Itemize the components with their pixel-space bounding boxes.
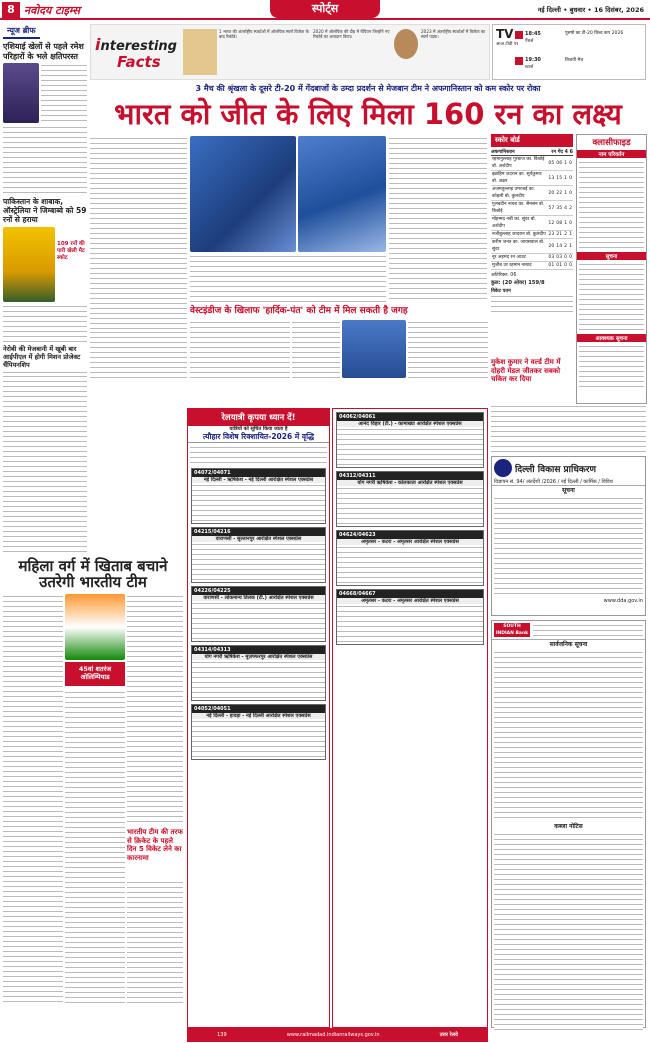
train-timetable — [191, 704, 326, 760]
tv-sub: आज टीवी पर — [496, 42, 519, 47]
batter-name: मोहम्मद नबी का. सुंदर बो. अर्शदीप — [491, 216, 547, 231]
dda-title: दिल्ली विकास प्राधिकरण — [515, 464, 596, 475]
train-schedule — [192, 542, 325, 582]
train-number: 04668/04667 — [337, 590, 483, 598]
dda-site: www.dda.gov.in — [603, 598, 643, 604]
dda-subtitle: सूचना — [562, 487, 575, 494]
main-headline: भारत को जीत के लिए मिला 160 रन का लक्ष्य — [114, 97, 622, 131]
batter-stat: 03 — [548, 255, 555, 260]
brief-text-3 — [3, 304, 87, 344]
batter-stat: 23 — [548, 232, 555, 237]
batter-stat: 05 — [547, 156, 555, 171]
bottom-story-text — [127, 880, 183, 1004]
headline-strap: 3 मैच की श्रृंखला के दूसरे टी-20 में गेंदबाजों के उम्दा प्रदर्शन से मेजबान टीम ने अफगानिस्तान को कम स्कोर पर रोका — [195, 84, 541, 93]
team-photo-1 — [190, 136, 296, 252]
fact-2: 2020 में ओलंपिक की दौड़ में चैंपियन जिन्होंने नए रिकॉर्ड का आवदान किया। — [313, 29, 390, 40]
tv-channel-1: पैंथर्स — [525, 39, 534, 44]
news-brief-column — [3, 24, 87, 369]
sub-story-text-2 — [292, 320, 340, 378]
player-photo — [3, 63, 39, 123]
train-name: नई दिल्ली - हावड़ा - नई दिल्ली आरक्षित स्पेशल एक्सप्रेस — [192, 713, 325, 719]
tv-program-2: विजयी मैच — [565, 58, 584, 63]
page-number: 8 — [2, 2, 20, 18]
train-schedule — [337, 427, 483, 467]
rail-sub: यात्रियों को सूचित किया जाता है — [229, 426, 288, 432]
name-change-text — [579, 160, 644, 250]
batter-row — [491, 262, 573, 270]
batter-stat: 21 — [556, 232, 563, 237]
batter-stat: 1 — [563, 171, 568, 186]
photo-caption-text — [190, 254, 386, 302]
batter-stat: 1 — [563, 216, 568, 231]
train-schedule — [337, 486, 483, 526]
batter-stat: 0 — [568, 186, 573, 201]
col-balls: गेंद — [557, 150, 563, 155]
train-name: योग नगरी ऋषिकेश - कोलकाता आरक्षित स्पेशल एक्सप्रेस — [337, 480, 483, 486]
main-story-text-3 — [90, 330, 187, 380]
tv-label: TV — [496, 27, 514, 41]
train-timetable — [336, 471, 484, 527]
train-name: योग नगरी ऋषिकेश - मुज़फ्फरपुर आरक्षित स्पेशल एक्सप्रेस — [192, 654, 325, 660]
bottom-story-headline: भारतीय टीम की तरफ से क्रिकेट के पहले दिन 5 विकेट लेने का कारनामा — [127, 828, 183, 862]
train-number: 04226/04225 — [192, 587, 325, 595]
sub-headline: वेस्टइंडीज के खिलाफ 'हार्दिक-पंत' को टीम में मिल सकती है जगह — [190, 306, 408, 316]
dda-notice — [491, 456, 646, 616]
batter-stat: 57 — [547, 201, 555, 216]
fact-photo-1 — [183, 29, 217, 75]
dda-logo-icon — [494, 459, 512, 477]
rail-site: www.railmadad.indianrailways.gov.in — [286, 1032, 380, 1038]
chess-story-text — [127, 594, 183, 824]
dda-ref: विज्ञापन सं. 94/ अंतर्देशी /2026 / नई दिल्ली / कार्मिक / विविध — [492, 479, 645, 486]
train-number: 04072/04071 — [192, 469, 325, 477]
fall-of-wickets: विकेट पतन — [491, 289, 511, 294]
batter-row — [491, 186, 573, 201]
rail-offer: त्यौहार विशेष रिक्शायित-2026 में वृद्धि — [188, 432, 329, 443]
train-number: 04314/04313 — [192, 646, 325, 654]
batter-stat: 06 — [555, 156, 563, 171]
col-fours: 4 — [564, 150, 568, 155]
bank-title: सार्वजनिक सूचना — [549, 641, 588, 648]
train-number: 04052/04051 — [192, 705, 325, 713]
batter-stat: 14 — [555, 239, 563, 254]
issue-date: नई दिल्ली • बुधवार • 16 दिसंबर, 2026 — [537, 6, 644, 14]
batter-name: रहमानुल्लाह गुरबाज का. बिश्नोई बो. अर्शदीप — [491, 156, 547, 171]
railway-ad-2 — [332, 408, 488, 1028]
main-story-text-2 — [389, 136, 487, 302]
dda-text — [494, 496, 643, 596]
chess-story-text-2 — [65, 690, 125, 1004]
bank-text-2 — [494, 832, 643, 1032]
brief-headline-3: नेरोबी की मेजबानी में खूबी बार आईपीएल में होगी मिशन प्रोजेक्ट चैंपियनशिप — [3, 345, 81, 369]
batter-stat: 22 — [555, 186, 563, 201]
train-schedule — [337, 545, 483, 585]
col-sixes: 6 — [569, 150, 573, 155]
classified-section — [576, 134, 647, 404]
batter-stat: 08 — [555, 216, 563, 231]
section-title: स्पोर्ट्स — [270, 0, 380, 18]
batter-row — [491, 216, 573, 231]
bank-text-1 — [494, 650, 643, 820]
batter-stat: 20 — [547, 186, 555, 201]
batter-stat: 0 — [569, 255, 572, 260]
batter-row — [491, 171, 573, 186]
facts-title: nteresting — [100, 39, 177, 54]
batter-row — [491, 156, 573, 171]
left-lower-text — [3, 374, 87, 554]
bank-address — [533, 623, 643, 637]
page-header — [0, 0, 650, 20]
brief-headline-1: एशियाई खेलों से पहले रमेश परिहारों के भले क्षतिपरस्त — [3, 42, 84, 61]
batter-row — [491, 254, 573, 262]
bank-logo: SOUTH INDIAN Bank — [495, 624, 529, 636]
scoreboard-team: अफगानिस्तान — [491, 150, 515, 155]
batter-stat: 35 — [555, 201, 563, 216]
train-timetable — [336, 530, 484, 586]
batter-stat: 2 — [564, 232, 568, 237]
total: कुल: (20 ओवर) 159/8 — [491, 280, 545, 286]
batter-row — [491, 239, 573, 254]
batter-stat: 1 — [563, 186, 568, 201]
train-name: नई दिल्ली - ऋषिकेश - नई दिल्ली आरक्षित स्पेशल एक्सप्रेस — [192, 477, 325, 483]
tv-guide — [492, 24, 646, 80]
batter-stat: 0 — [568, 156, 573, 171]
train-schedule — [192, 601, 325, 641]
batter-row — [491, 231, 573, 239]
train-timetable — [336, 412, 484, 468]
batter-stat: 1 — [569, 232, 572, 237]
mukesh-headline: मुकेश कुमार ने वर्ल्ड टीम में दोहरी मेडल जीतकर सबको चकित कर दिया — [491, 358, 561, 383]
tv-program-1: पुरुषों का टी-20 विश्व कप 2026 — [565, 31, 624, 36]
cricketer-photo — [3, 227, 55, 302]
train-name: अमृतसर - कटरा - अमृतसर आरक्षित स्पेशल एक्सप्रेस — [337, 598, 483, 604]
batter-stat: 01 — [556, 263, 563, 268]
fact-3: 2023 में अंतर्राष्ट्रीय स्पर्धाओं में विजेता का स्वर्ण पदक। — [421, 29, 486, 40]
train-schedule — [192, 719, 325, 759]
train-timetable — [191, 468, 326, 524]
batter-stat: 13 — [547, 171, 555, 186]
batter-stat: 12 — [547, 216, 555, 231]
train-timetable — [191, 586, 326, 642]
batter-stat: 20 — [547, 239, 555, 254]
batter-name: गुलबदीन नायब का. सैमसन बो. बिश्नोई — [491, 201, 547, 216]
train-schedule — [337, 604, 483, 644]
tv-time-1: 18:45 — [525, 31, 541, 37]
batter-stat: 0 — [569, 263, 572, 268]
news-brief-label: न्यूज ब्रीफ — [3, 24, 40, 39]
photo-caption: 109 रनों की पारी खेली मैट स्कोट — [57, 241, 85, 261]
fact-photo-2 — [394, 29, 418, 59]
train-number: 04312/04311 — [337, 472, 483, 480]
channel-icon — [515, 31, 523, 39]
batter-stat: 0 — [564, 255, 568, 260]
mukesh-story-text — [491, 404, 646, 454]
railway-ad — [187, 408, 330, 1028]
notice-text — [579, 262, 644, 332]
bank-sub: कब्जा नोटिस — [554, 823, 583, 830]
masthead: नवोदय टाइम्स — [24, 4, 80, 17]
batter-stat: 1 — [563, 156, 568, 171]
batter-stat: 4 — [563, 201, 568, 216]
batter-stat: 0 — [568, 171, 573, 186]
facts-i: i — [95, 35, 101, 54]
batter-stat: 0 — [564, 263, 568, 268]
scoreboard-title: स्कोर बोर्ड — [491, 134, 573, 147]
train-timetable — [191, 645, 326, 701]
classified-title: क्लासीफाइड — [577, 135, 646, 150]
batter-stat: 0 — [568, 216, 573, 231]
facts-title-2: Facts — [117, 53, 161, 71]
batter-stat: 01 — [548, 263, 555, 268]
sub-story-text-3 — [408, 320, 488, 378]
col-runs: रन — [551, 150, 557, 155]
train-timetable — [191, 527, 326, 583]
train-name: वाराणसी - लोकमान्य तिलक (टी.) आरक्षित स्पेशल एक्सप्रेस — [192, 595, 325, 601]
train-name: वाराणसी - सुल्तानपुर आरक्षित स्पेशल एक्सप्रेस — [192, 536, 325, 542]
train-name: आनंद विहार (टी.) - कामाख्या आरक्षित स्पेशल एक्सप्रेस — [337, 421, 483, 427]
bank-notice — [491, 620, 646, 1028]
batter-stat: 2 — [568, 201, 573, 216]
name-change-label: नाम परिवर्तन — [577, 150, 646, 158]
rail-helpline: 139 — [217, 1032, 227, 1038]
batter-name: अजमतुल्लाह उमरजई का. कोहली बो. कुलदीप — [491, 186, 547, 201]
batter-name: नूर अहमद रन आउट — [491, 254, 547, 262]
batter-stat: 2 — [563, 239, 568, 254]
women-story-text — [3, 594, 63, 1004]
rail-footer — [187, 1028, 488, 1042]
important-notice-label: आवश्यक सूचना — [577, 334, 646, 342]
interesting-facts — [90, 24, 490, 80]
batter-row — [491, 201, 573, 216]
batter-name: करीम जनत का. जायसवाल बो. सुंदर — [491, 239, 547, 254]
notice-label: सूचना — [577, 252, 646, 260]
extras: अतिरिक्त: 06 — [491, 273, 517, 278]
train-number: 04215/04216 — [192, 528, 325, 536]
train-schedule — [192, 660, 325, 700]
batter-name: नजीबुल्लाह जादरान बो. कुलदीप — [492, 232, 546, 237]
train-name: अमृतसर - कटरा - अमृतसर आरक्षित स्पेशल एक्सप्रेस — [337, 539, 483, 545]
score-table — [491, 156, 573, 270]
main-story-text — [90, 136, 187, 330]
rail-offer-text — [190, 445, 327, 465]
batter-name: इब्राहिम जदरान का. सूर्यकुमार बो. अक्षर — [491, 171, 547, 186]
batter-name: मुजीब उर रहमान नाबाद — [491, 262, 547, 270]
fall-of-wickets-text — [491, 294, 573, 316]
train-timetable — [336, 589, 484, 645]
channel-icon-2 — [515, 57, 523, 65]
batter-stat: 03 — [556, 255, 563, 260]
chess-team-photo — [65, 594, 125, 660]
tv-channel-2: स्टार्स — [525, 65, 534, 70]
sub-story-text-1 — [190, 320, 290, 378]
train-number: 04624/04623 — [337, 531, 483, 539]
tv-time-2: 19:30 — [525, 57, 541, 63]
brief-text-2 — [3, 125, 87, 195]
train-schedule — [192, 483, 325, 523]
brief-headline-2: पाकिस्तान के शाबाक, ऑस्ट्रेलिया ने जिम्बाब्वे को 59 रनों से हराया — [3, 197, 87, 224]
train-number: 04062/04061 — [337, 413, 483, 421]
brief-text-1 — [41, 63, 87, 123]
pant-photo — [342, 320, 406, 378]
fact-1: 1 भारत की अंतर्राष्ट्रीय स्पर्धाओं में ओलंपिक स्वर्ण विजेता के बाद रिकॉर्ड। — [219, 29, 309, 40]
rail-brand: उत्तर रेलवे — [439, 1032, 458, 1038]
rail-banner: रेलयात्री कृपया ध्यान दें! — [188, 409, 329, 426]
batter-stat: 1 — [568, 239, 573, 254]
scoreboard — [491, 134, 573, 356]
important-notice-text — [579, 344, 644, 390]
chess-olympiad-badge: 45वां शतरंज ओलिम्पियाड — [65, 662, 125, 686]
women-headline: महिला वर्ग में खिताब बचाने उतरेगी भारतीय टीम — [18, 557, 168, 591]
team-photo-2 — [298, 136, 386, 252]
batter-stat: 15 — [555, 171, 563, 186]
